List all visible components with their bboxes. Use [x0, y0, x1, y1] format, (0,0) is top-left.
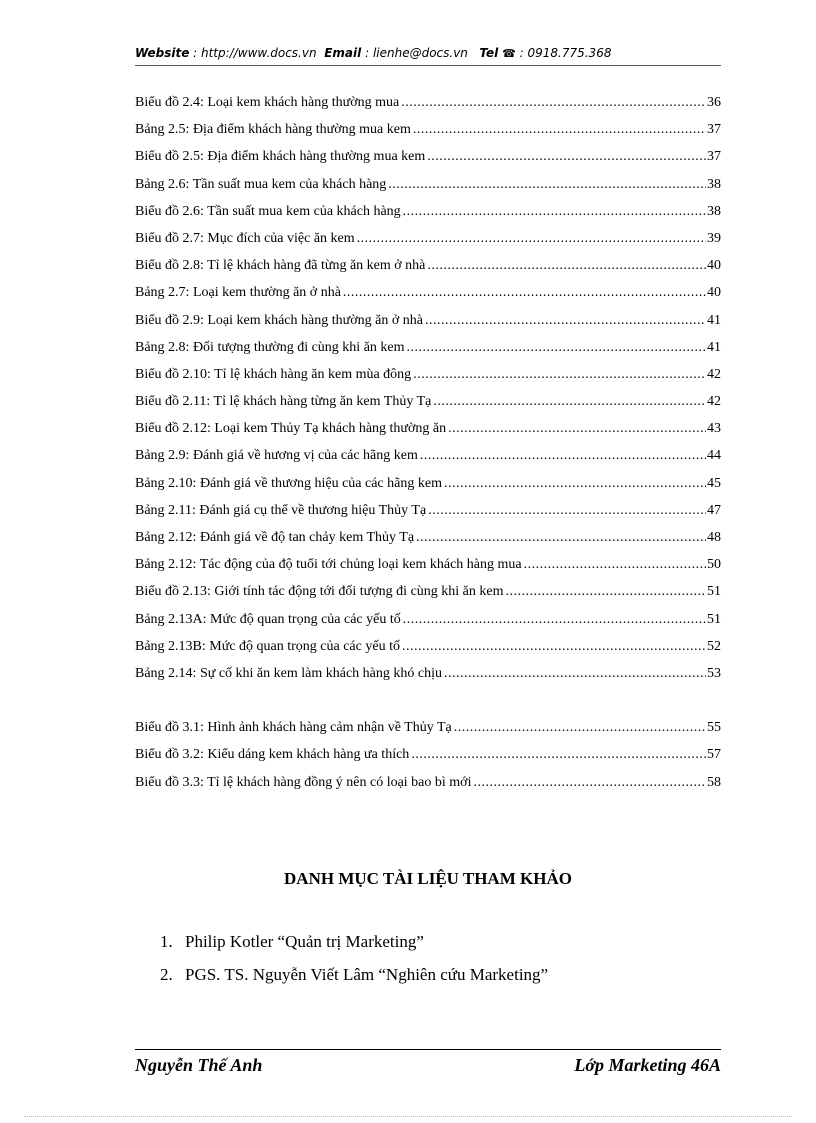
website-label: Website	[135, 46, 190, 60]
toc-entry-title: Biểu đồ 3.3: Tỉ lệ khách hàng đồng ý nên có loại bao bì mới	[135, 774, 472, 790]
toc-entry-title: Bảng 2.7: Loại kem thường ăn ở nhà	[135, 285, 341, 301]
website-url[interactable]: http://www.docs.vn	[201, 46, 317, 60]
toc-entry[interactable]	[135, 583, 721, 610]
toc-leader-dots	[401, 94, 706, 112]
toc-entry[interactable]	[135, 339, 721, 366]
toc-entry-page: 55	[707, 720, 721, 736]
toc-entry-title: Bảng 2.13B: Mức độ quan trọng của các yếu tố	[135, 638, 400, 654]
toc-entry[interactable]	[135, 284, 721, 311]
footer-class: Lớp Marketing 46A	[574, 1055, 721, 1075]
reference-text: PGS. TS. Nguyễn Viết Lâm “Nghiên cứu Marketing”	[185, 965, 549, 984]
toc-entry[interactable]	[135, 529, 721, 556]
toc-entry-page: 40	[707, 258, 721, 274]
toc-entry[interactable]	[135, 393, 721, 420]
reference-number: 1.	[160, 932, 173, 951]
toc-leader-dots	[420, 447, 706, 465]
toc-entry[interactable]	[135, 312, 721, 339]
toc-entry-title: Biểu đồ 2.9: Loại kem khách hàng thường ăn ở nhà	[135, 312, 423, 328]
toc-entry-title: Bảng 2.8: Đối tượng thường đi cùng khi ăn kem	[135, 339, 405, 355]
toc-entry[interactable]	[135, 148, 721, 175]
toc-entry-title: Biểu đồ 2.13: Giới tính tác động tới đối tượng đi cùng khi ăn kem	[135, 584, 504, 600]
toc-entry[interactable]	[135, 475, 721, 502]
toc-entry-page: 37	[707, 149, 721, 165]
website-separator: :	[189, 46, 201, 60]
references-list	[160, 932, 548, 998]
toc-entry[interactable]	[135, 203, 721, 230]
toc-entry-title: Biểu đồ 2.4: Loại kem khách hàng thường mua	[135, 95, 400, 110]
toc-entry-page: 51	[707, 584, 721, 600]
toc-entry-title: Biểu đồ 2.5: Địa điểm khách hàng thường mua kem	[135, 149, 426, 165]
toc-entry-title: Bảng 2.6: Tần suất mua kem của khách hàng	[135, 176, 387, 192]
toc-entry-page: 36	[707, 95, 721, 110]
toc-entry[interactable]	[135, 257, 721, 284]
toc-leader-dots	[454, 719, 706, 737]
reference-item	[160, 932, 548, 965]
toc-leader-dots	[444, 665, 706, 683]
toc-leader-dots	[433, 393, 706, 411]
toc-leader-dots	[473, 774, 706, 792]
toc-entry-title: Biểu đồ 3.1: Hình ảnh khách hàng cảm nhận về Thủy Tạ	[135, 720, 452, 736]
toc-entry[interactable]	[135, 556, 721, 583]
reference-number: 2.	[160, 965, 173, 984]
toc-entry-title: Biểu đồ 2.11: Tỉ lệ khách hàng từng ăn kem Thủy Tạ	[135, 394, 432, 410]
tel-label: Tel	[479, 46, 499, 60]
toc-leader-dots	[403, 611, 706, 629]
reference-item	[160, 965, 548, 998]
toc-entry-page: 47	[707, 502, 721, 518]
toc-entry-page: 45	[707, 475, 721, 491]
toc-leader-dots	[357, 230, 706, 248]
tel-value: : 0918.775.368	[519, 46, 612, 60]
toc-entry[interactable]	[135, 665, 721, 692]
toc-entry-title: Biểu đồ 3.2: Kiểu dáng kem khách hàng ưa thích	[135, 747, 410, 763]
email-label: Email	[324, 46, 362, 60]
toc-entry[interactable]	[135, 121, 721, 148]
toc-entry-title: Biểu đồ 2.10: Tỉ lệ khách hàng ăn kem mùa đông	[135, 366, 412, 382]
toc-entry[interactable]	[135, 638, 721, 665]
page-header	[135, 46, 721, 60]
toc-entry-page: 52	[707, 638, 721, 654]
toc-entry[interactable]	[135, 447, 721, 474]
header-divider	[135, 65, 721, 66]
reference-text: Philip Kotler “Quản trị Marketing”	[185, 932, 424, 951]
table-of-contents	[135, 94, 721, 801]
toc-leader-dots	[425, 312, 706, 330]
toc-entry[interactable]	[135, 611, 721, 638]
toc-group-chapter-3	[135, 719, 721, 801]
toc-entry-title: Bảng 2.10: Đánh giá về thương hiệu của các hãng kem	[135, 475, 442, 491]
toc-entry[interactable]	[135, 94, 721, 121]
toc-leader-dots	[448, 420, 706, 438]
toc-leader-dots	[427, 257, 706, 275]
toc-leader-dots	[444, 475, 706, 493]
phone-icon: ☎	[502, 47, 516, 60]
toc-leader-dots	[402, 638, 706, 656]
toc-entry-title: Bảng 2.9: Đánh giá về hương vị của các hãng kem	[135, 448, 418, 464]
toc-entry-page: 42	[707, 394, 721, 410]
toc-entry-title: Bảng 2.11: Đánh giá cụ thể về thương hiệu Thủy Tạ	[135, 502, 427, 518]
toc-entry-title: Bảng 2.12: Tác động của độ tuổi tới chủng loại kem khách hàng mua	[135, 557, 522, 573]
toc-leader-dots	[428, 502, 706, 520]
toc-spacer	[135, 692, 721, 719]
toc-leader-dots	[427, 148, 706, 166]
footer-author: Nguyễn Thế Anh	[135, 1055, 263, 1075]
toc-entry-page: 41	[707, 312, 721, 328]
toc-leader-dots	[411, 746, 706, 764]
toc-entry-title: Bảng 2.13A: Mức độ quan trọng của các yếu tố	[135, 611, 401, 627]
toc-entry-page: 50	[707, 557, 721, 573]
toc-leader-dots	[407, 339, 706, 357]
toc-entry-page: 44	[707, 448, 721, 464]
email-separator: :	[361, 46, 373, 60]
footer-divider	[135, 1049, 721, 1050]
toc-leader-dots	[505, 583, 706, 601]
toc-entry-page: 39	[707, 230, 721, 246]
toc-leader-dots	[388, 176, 706, 194]
toc-entry-page: 42	[707, 366, 721, 382]
toc-entry-page: 58	[707, 774, 721, 790]
toc-leader-dots	[416, 529, 706, 547]
references-title: DANH MỤC TÀI LIỆU THAM KHẢO	[284, 869, 572, 888]
toc-entry[interactable]	[135, 176, 721, 203]
toc-entry-title: Biểu đồ 2.8: Tỉ lệ khách hàng đã từng ăn kem ở nhà	[135, 258, 426, 274]
toc-entry[interactable]	[135, 719, 721, 746]
toc-leader-dots	[343, 284, 706, 302]
toc-entry-page: 37	[707, 122, 721, 138]
toc-entry-page: 40	[707, 285, 721, 301]
toc-entry-title: Bảng 2.12: Đánh giá về độ tan chảy kem Thủy Tạ	[135, 530, 415, 545]
email-value[interactable]: lienhe@docs.vn	[372, 46, 468, 60]
page-edge-divider	[24, 1116, 792, 1117]
toc-entry[interactable]	[135, 230, 721, 257]
toc-entry[interactable]	[135, 774, 721, 801]
toc-leader-dots	[413, 366, 706, 384]
toc-entry[interactable]	[135, 366, 721, 393]
toc-entry-page: 51	[707, 611, 721, 627]
toc-entry-page: 48	[707, 530, 721, 545]
toc-leader-dots	[524, 556, 706, 574]
toc-leader-dots	[403, 203, 706, 221]
toc-entry-page: 38	[707, 176, 721, 192]
toc-entry-title: Biểu đồ 2.7: Mục đích của việc ăn kem	[135, 230, 355, 246]
toc-entry-page: 53	[707, 665, 721, 681]
toc-entry-title: Biểu đồ 2.12: Loại kem Thủy Tạ khách hàng thường ăn	[135, 421, 447, 437]
toc-entry-page: 43	[707, 421, 721, 437]
toc-entry[interactable]	[135, 502, 721, 529]
toc-entry[interactable]	[135, 420, 721, 447]
toc-entry-page: 38	[707, 203, 721, 219]
toc-group-chapter-2	[135, 94, 721, 692]
toc-entry[interactable]	[135, 746, 721, 773]
toc-entry-page: 41	[707, 339, 721, 355]
toc-entry-title: Bảng 2.14: Sự cố khi ăn kem làm khách hàng khó chịu	[135, 665, 442, 681]
toc-leader-dots	[413, 121, 706, 139]
toc-entry-title: Bảng 2.5: Địa điểm khách hàng thường mua kem	[135, 122, 411, 138]
toc-entry-page: 57	[707, 747, 721, 763]
toc-entry-title: Biểu đồ 2.6: Tần suất mua kem của khách hàng	[135, 203, 401, 219]
